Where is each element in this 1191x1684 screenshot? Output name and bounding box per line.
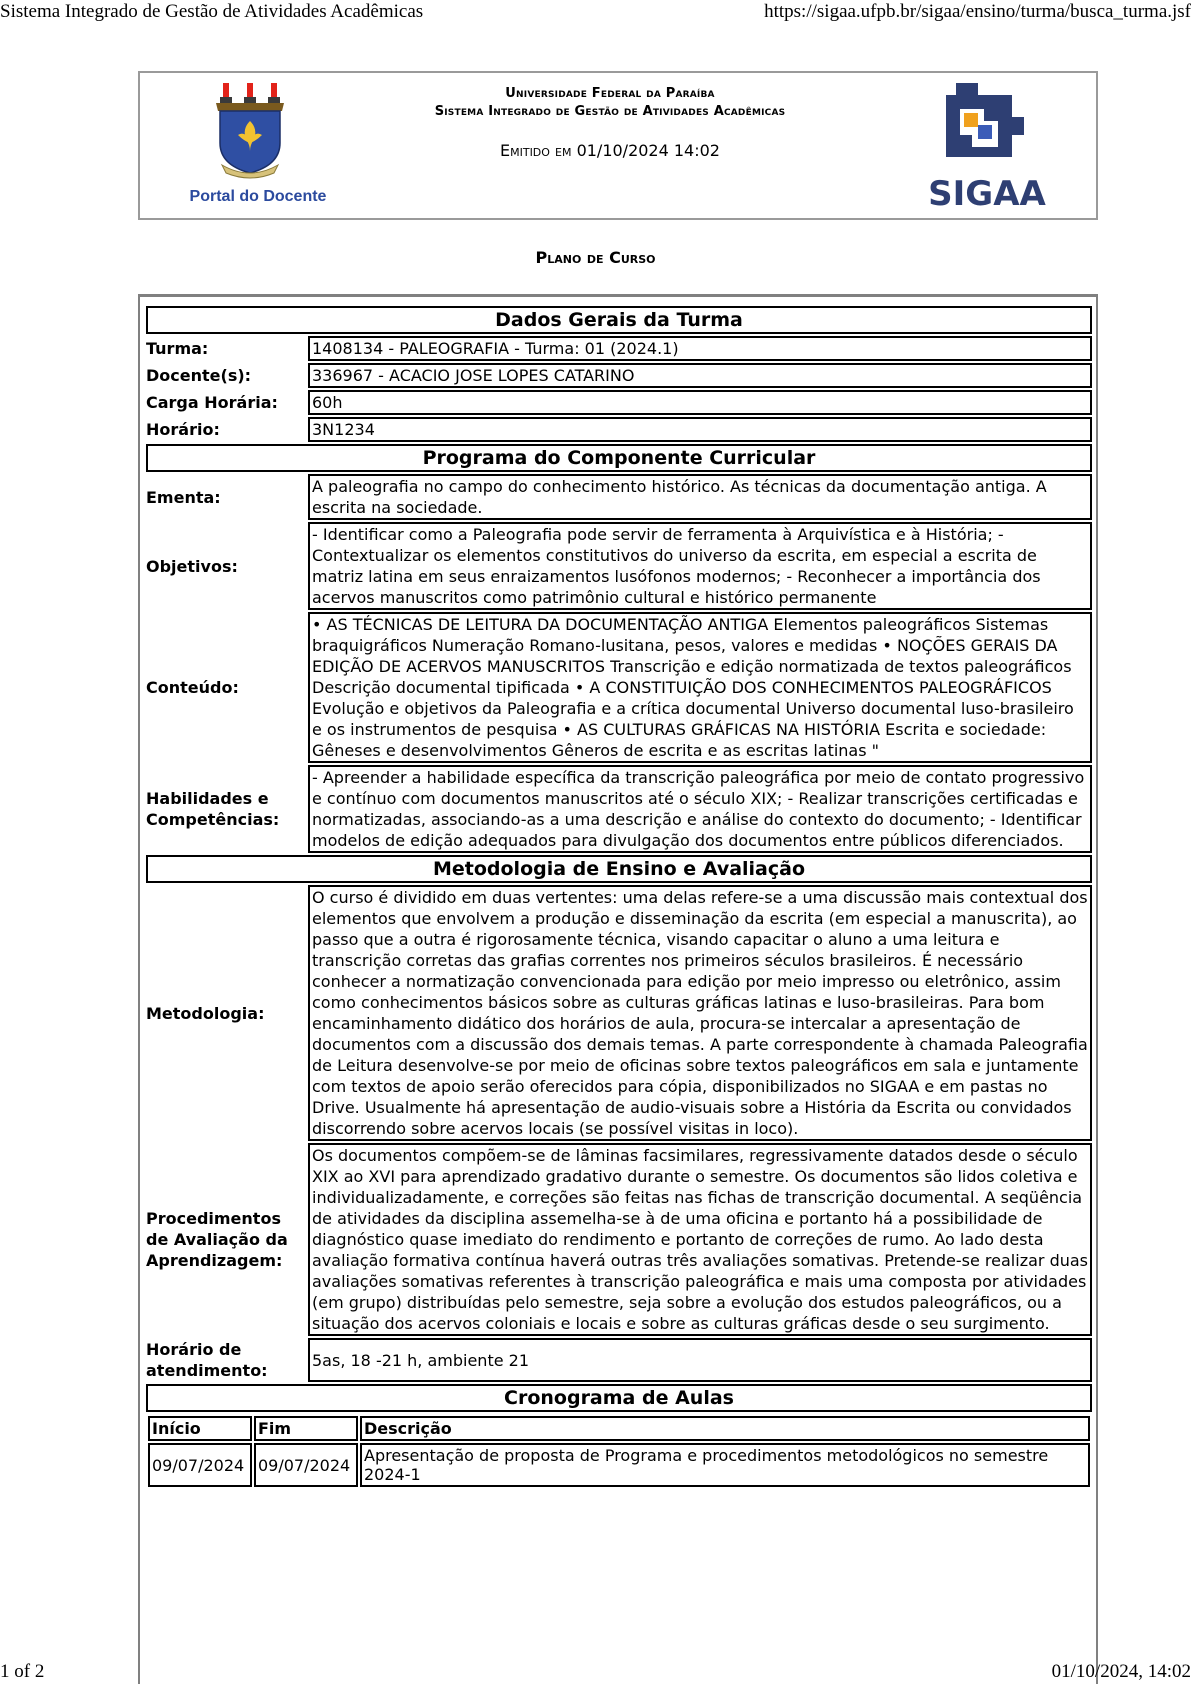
course-plan-table [144, 304, 1094, 1491]
print-page-title: Sistema Integrado de Gestão de Atividades Acadêmicas [0, 1, 424, 22]
objetivos-label: Objetivos: [146, 556, 238, 576]
atendimento-value: 5as, 18 -21 h, ambiente 21 [308, 1338, 1092, 1382]
col-fim: Fim [254, 1416, 358, 1441]
sigaa-logo-text: SIGAA [928, 174, 1046, 214]
ementa-label: Ementa: [146, 487, 221, 507]
cell-fim: 09/07/2024 [254, 1443, 358, 1487]
page-number: 1 of 2 [0, 1661, 45, 1682]
section-metodologia: Metodologia de Ensino e Avaliação [146, 855, 1092, 883]
table-row [148, 1443, 1090, 1487]
field-row [146, 522, 1092, 610]
field-row [146, 885, 1092, 1141]
col-descricao: Descrição [360, 1416, 1090, 1441]
procedimentos-value: Os documentos compõem-se de lâminas facsimilares, regressivamente datados desde o século XIX ao XVI para aprendizado gradativo durante o semestre. Os documentos são lidos coletiva e individualizadamente, e correções são feitas nas fichas de transcrição documental. A seqüência de atividades da disciplina assemelha-se à de uma oficina e portanto há a possibilidade de diagnóstico quase imediato do rendimento e portanto de correções de rumo. Ao lado desta avaliação formativa contínua haverá outras três avaliações somativas. Pretende-se realizar duas avaliações somativas referentes à transcrição paleográfica e mais uma composta por atividades (em grupo) distribuídas pelo semestre, seja sobre a evolução dos estudos paleográficos, ou a situação dos acervos coloniais e locais e sobre as culturas gráficas desde o seu surgimento. [308, 1143, 1092, 1336]
section-programa: Programa do Componente Curricular [146, 444, 1092, 472]
conteudo-value: • AS TÉCNICAS DE LEITURA DA DOCUMENTAÇÃO ANTIGA Elementos paleográficos Sistemas braquigráficos Numeração Romano-lusitana, pesos, valores e medidas • NOÇÕES GERAIS DA EDIÇÃO DE ACERVOS MANUSCRITOS Transcrição e edição normatizada de textos paleográficos Descrição documental tipificada • A CONSTITUIÇÃO DOS CONHECIMENTOS PALEOGRÁFICOS Evolução e objetivos da Paleografia e a crítica documental Universo documental luso-brasileiro e os instrumentos de pesquisa • AS CULTURAS GRÁFICAS NA HISTÓRIA Escrita e sociedade: Gêneses e desenvolvimentos Gêneros de escrita e as escritas latinas " [308, 612, 1092, 763]
section-dados-gerais: Dados Gerais da Turma [146, 306, 1092, 334]
emitted-label: Emitido em [500, 141, 572, 160]
print-footer [0, 1660, 1191, 1684]
field-row [146, 336, 1092, 361]
sigaa-logo-icon [912, 77, 1062, 215]
carga-label: Carga Horária: [146, 393, 278, 412]
habilidades-label: Habilidades e Competências: [146, 789, 280, 829]
cronograma-header-row [148, 1416, 1090, 1441]
field-row [146, 1338, 1092, 1382]
field-row [146, 363, 1092, 388]
cell-inicio: 09/07/2024 [148, 1443, 252, 1487]
atendimento-label: Horário de atendimento: [146, 1340, 268, 1380]
print-header [0, 0, 1191, 24]
cronograma-wrap [146, 1414, 1092, 1489]
section-row [146, 855, 1092, 883]
docente-value: 336967 - ACACIO JOSE LOPES CATARINO [308, 363, 1092, 388]
field-row [146, 1143, 1092, 1336]
emitted-date: 01/10/2024 14:02 [576, 141, 720, 160]
section-row [146, 444, 1092, 472]
habilidades-value: - Apreender a habilidade específica da transcrição paleográfica por meio de contato progressivo e contínuo com documentos manuscritos até o século XIX; - Realizar transcrições certificadas e normatizadas, associando-as a uma descrição e análise do contexto do documento; - Identificar modelos de edição adequados para divulgação dos documentos entre públicos diferenciados. [308, 765, 1092, 853]
turma-label: Turma: [146, 339, 209, 358]
system-name: Sistema Integrado de Gestão de Atividades Acadêmicas [434, 104, 786, 119]
field-row [146, 612, 1092, 763]
objetivos-value: - Identificar como a Paleografia pode servir de ferramenta à Arquivística e à História; - Contextualizar os elementos constitutivos do universo da escrita, em especial a escrita de matriz latina em seus enraizamentos lusófonos modernos; - Reconhecer a importância dos acervos manuscritos como patrimônio cultural e histórico permanente [308, 522, 1092, 610]
emitted-line [370, 141, 850, 161]
cronograma-table [146, 1414, 1092, 1489]
portal-label: Portal do Docente [189, 188, 327, 205]
section-row [146, 306, 1092, 334]
carga-value: 60h [308, 390, 1092, 415]
print-url[interactable]: https://sigaa.ufpb.br/sigaa/ensino/turma/busca_turma.jsf [764, 1, 1191, 22]
institution-block [370, 85, 850, 161]
procedimentos-label: Procedimentos de Avaliação da Aprendizagem: [146, 1209, 288, 1270]
cell-descricao: Apresentação de proposta de Programa e procedimentos metodológicos no semestre 2024-1 [360, 1443, 1090, 1487]
metodologia-label: Metodologia: [146, 1003, 265, 1023]
ementa-value: A paleografia no campo do conhecimento histórico. As técnicas da documentação antiga. A escrita na sociedade. [308, 474, 1092, 520]
metodologia-value: O curso é dividido em duas vertentes: uma delas refere-se a uma discussão mais contextual dos elementos que envolvem a produção e disseminação da escrita (em especial a manuscrita), ao passo que a outra é rigorosamente técnica, visando capacitar o aluno a uma leitura e transcrição corretas das grafias correntes nos primeiros séculos brasileiros. É necessário conhecer a normatização convencionada para edição por meio impresso ou eletrônico, assim como conhecimentos básicos sobre as culturas gráficas latinas e luso-brasileiras. Para bom encaminhamento didático dos horários de aula, procura-se intercalar a apresentação de documentos com a discussão dos demais temas. A parte correspondente à chamada Paleografia de Leitura desenvolve-se por meio de oficinas sobre textos paleográficos em sala e juntamente com textos de apoio serão oferecidos para cópia, disponibilizados no SIGAA e em pastas no Drive. Usualmente há apresentação de audio-visuais sobre a História da Escrita ou convidados discorrendo sobre acervos locais (se possível visitas in loco). [308, 885, 1092, 1141]
ufpb-crest-icon [212, 81, 288, 181]
docente-label: Docente(s): [146, 366, 252, 385]
field-row [146, 390, 1092, 415]
col-inicio: Início [148, 1416, 252, 1441]
cronograma-row [146, 1414, 1092, 1489]
turma-value: 1408134 - PALEOGRAFIA - Turma: 01 (2024.1) [308, 336, 1092, 361]
print-timestamp: 01/10/2024, 14:02 [1051, 1661, 1191, 1682]
header-banner [138, 71, 1098, 220]
university-name: Universidade Federal da Paraíba [505, 86, 715, 101]
section-row [146, 1384, 1092, 1412]
page-title: Plano de Curso [535, 248, 656, 267]
horario-value: 3N1234 [308, 417, 1092, 442]
section-cronograma: Cronograma de Aulas [146, 1384, 1092, 1412]
field-row [146, 474, 1092, 520]
horario-label: Horário: [146, 420, 220, 439]
field-row [146, 765, 1092, 853]
conteudo-label: Conteúdo: [146, 678, 239, 697]
field-row [146, 417, 1092, 442]
